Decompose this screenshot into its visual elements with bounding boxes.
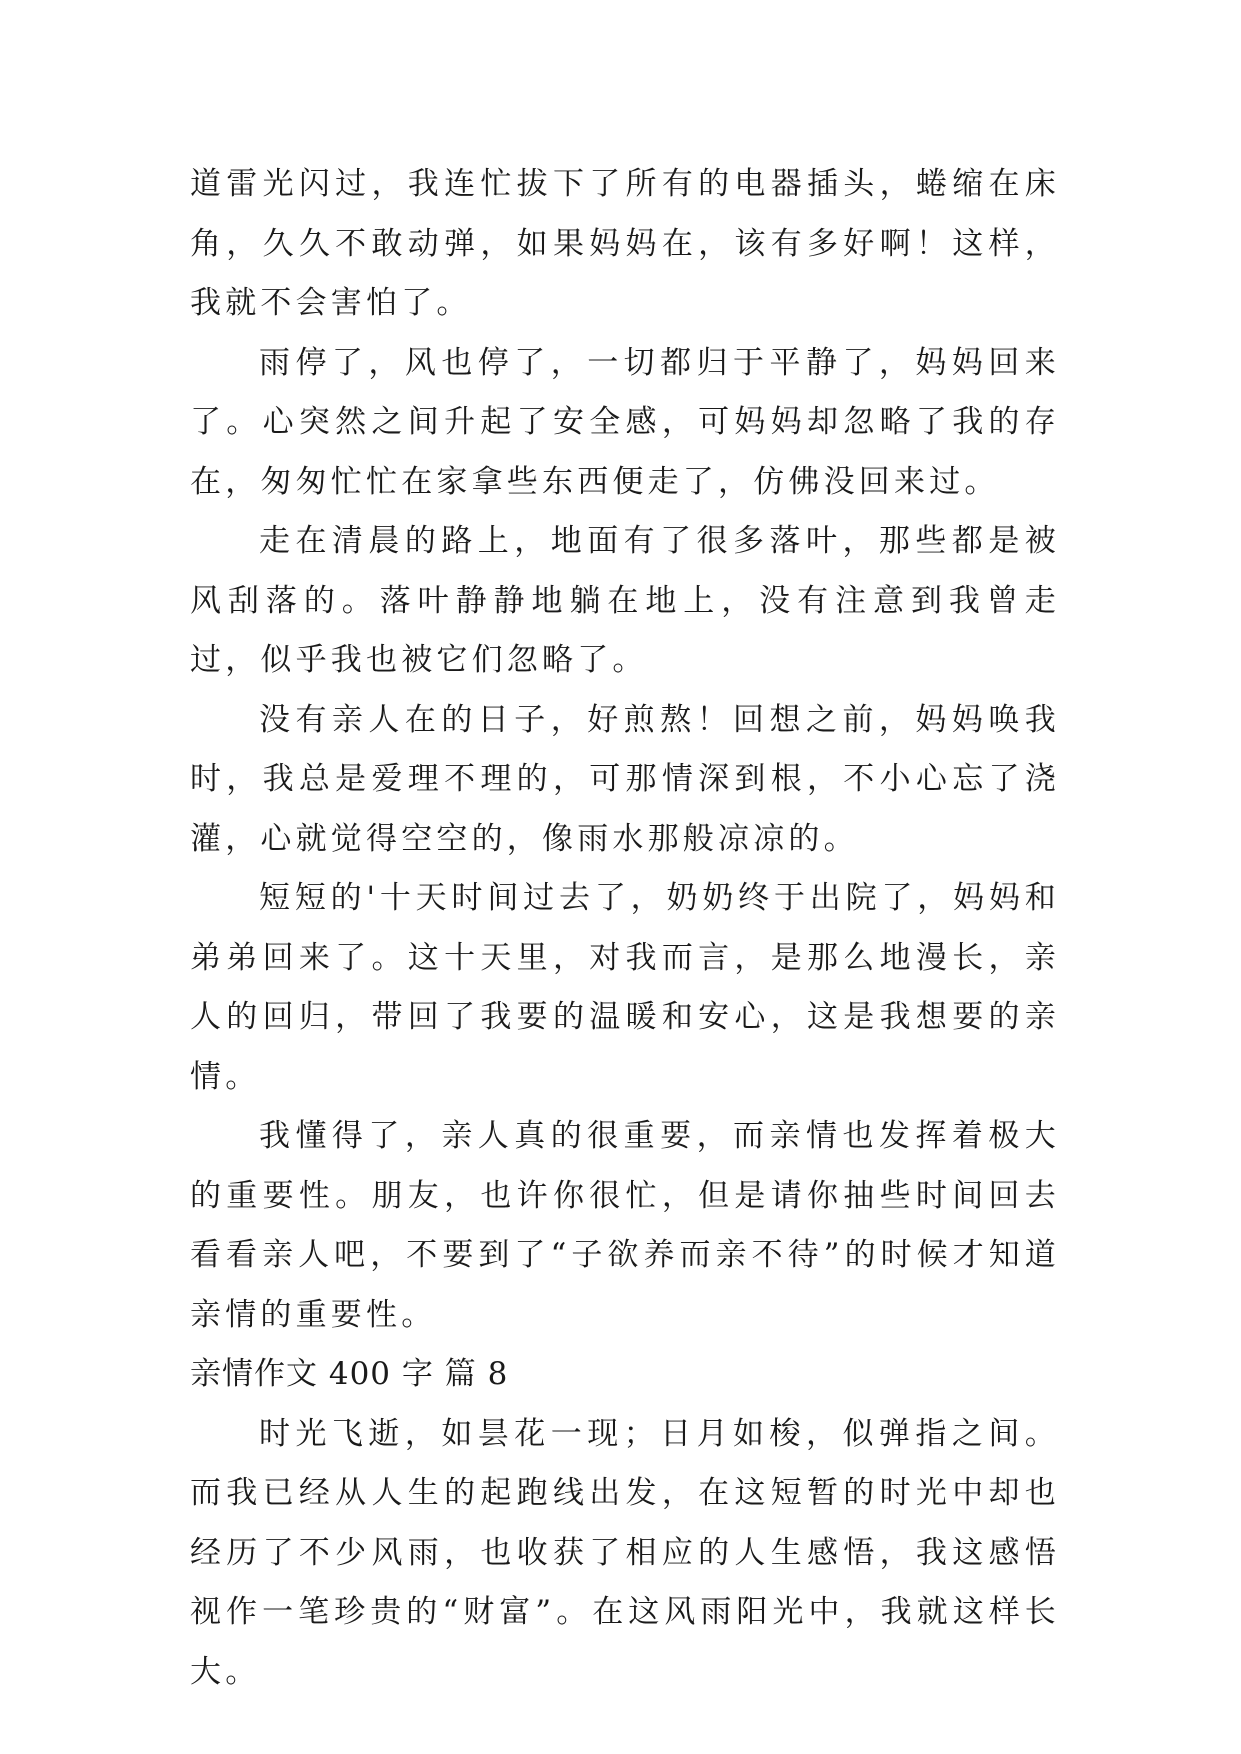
paragraph-7: 时光飞逝，如昙花一现；日月如梭，似弹指之间。而我已经从人生的起跑线出发，在这短暂的时光中却也经历了不少风雨，也收获了相应的人生感悟，我这感悟视作一笔珍贵的“财富”。在这风雨阳光中，我就这样长大。 [190, 1415, 1060, 1690]
paragraph-6: 我懂得了，亲人真的很重要，而亲情也发挥着极大的重要性。朋友，也许你很忙，但是请你抽些时间回去看看亲人吧，不要到了“子欲养而亲不待”的时候才知道亲情的重要性。 [190, 1118, 1060, 1333]
paragraph-5: 短短的'十天时间过去了，奶奶终于出院了，妈妈和弟弟回来了。这十天里，对我而言，是那么地漫长，亲人的回归，带回了我要的温暖和安心，这是我想要的亲情。 [190, 880, 1060, 1095]
paragraph-2: 雨停了，风也停了，一切都归于平静了，妈妈回来了。心突然之间升起了安全感，可妈妈却忽略了我的存在，匆匆忙忙在家拿些东西便走了，仿佛没回来过。 [190, 344, 1060, 500]
paragraph-1: 道雷光闪过，我连忙拔下了所有的电器插头，蜷缩在床角，久久不敢动弹，如果妈妈在，该有多好啊！这样，我就不会害怕了。 [190, 166, 1060, 321]
document-body [190, 155, 1060, 1702]
section-heading: 亲情作文 400 字 篇 8 [190, 1356, 509, 1392]
paragraph-3: 走在清晨的路上，地面有了很多落叶，那些都是被风刮落的。落叶静静地躺在地上，没有注意到我曾走过，似乎我也被它们忽略了。 [190, 523, 1060, 678]
paragraph-4: 没有亲人在的日子，好煎熬！回想之前，妈妈唤我时，我总是爱理不理的，可那情深到根，不小心忘了浇灌，心就觉得空空的，像雨水那般凉凉的。 [190, 701, 1060, 857]
